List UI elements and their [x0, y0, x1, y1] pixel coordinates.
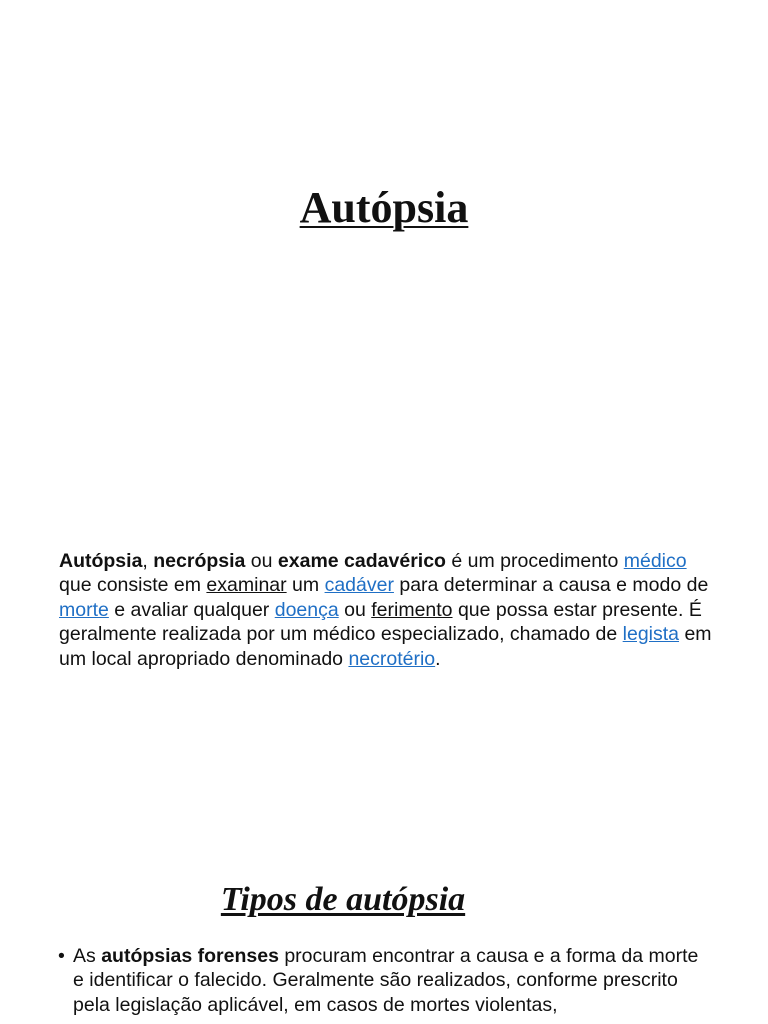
link-legista[interactable]: legista: [622, 623, 680, 646]
text-segment: ou: [338, 598, 372, 621]
list-item: [58, 944, 708, 1017]
term-examinar: examinar: [206, 574, 287, 597]
bullet-term: autópsias forenses: [101, 945, 279, 967]
link-morte[interactable]: morte: [59, 598, 109, 621]
text-segment: que possa estar presente. É geralmente realizada por um médico especializado, chamado de: [59, 598, 702, 646]
link-necroterio[interactable]: necrotério: [348, 647, 436, 670]
bullet-text-post: procuram encontrar a causa e a forma da morte e identificar o falecido. Geralmente são realizados, conforme prescrito pela legislação aplicável, em casos de mortes violentas,: [73, 945, 699, 1016]
text-segment: para determinar a causa e modo de: [393, 574, 709, 597]
link-medico[interactable]: médico: [623, 550, 687, 572]
bullet-marker: •: [58, 945, 65, 967]
bullet-text-pre: As: [73, 945, 102, 967]
page-title: Autópsia: [299, 183, 469, 232]
term-exame-cadaverico: exame cadavérico: [277, 550, 446, 572]
term-ferimento: ferimento: [371, 598, 453, 621]
section-title: Tipos de autópsia: [220, 881, 466, 918]
text-segment: é um procedimento: [445, 550, 624, 572]
intro-paragraph: [59, 549, 719, 671]
text-segment: em um local apropriado denominado: [59, 623, 712, 670]
link-cadaver[interactable]: cadáver: [324, 574, 394, 597]
bullet-list: [58, 944, 708, 1017]
text-segment: que consiste em: [59, 574, 207, 597]
term-necropsia: necrópsia: [153, 550, 246, 572]
link-doenca[interactable]: doença: [274, 598, 339, 621]
text-segment: ou: [245, 550, 278, 572]
text-segment: e avaliar qualquer: [108, 598, 275, 621]
text-segment: .: [435, 647, 441, 670]
term-autopsia: Autópsia: [59, 550, 143, 572]
text-segment: ,: [142, 550, 154, 572]
text-segment: um: [286, 574, 325, 597]
